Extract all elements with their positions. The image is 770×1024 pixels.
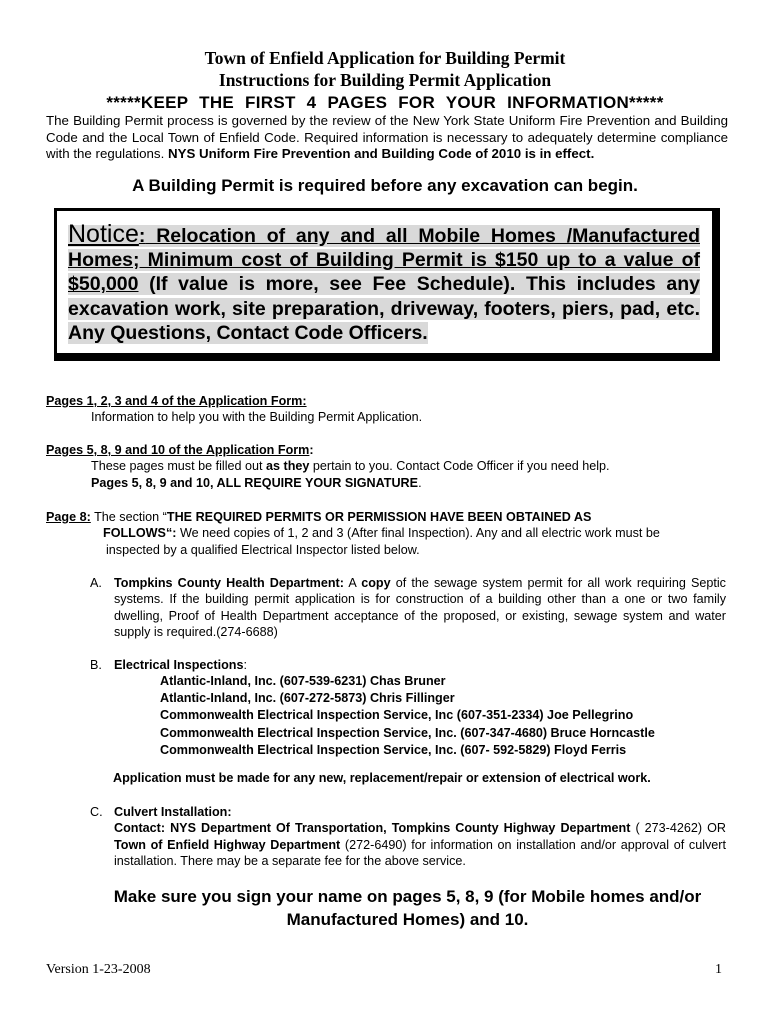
signature-period: .: [418, 475, 422, 490]
intro-text: The Building Permit process is governed by the review of the New York State Uniform Fire Prevention and Building Code and the Local Town of Enfield Code. Required information is necessary to adequately determine compliance with the regulations.: [46, 113, 728, 161]
section-c-enfield-highway: Town of Enfield Highway Department: [114, 837, 341, 852]
document-subtitle: Instructions for Building Permit Application: [218, 70, 552, 90]
page-8-bold-heading: THE REQUIRED PERMITS OR PERMISSION HAVE BEEN OBTAINED AS: [166, 510, 592, 524]
inspector-item: Commonwealth Electrical Inspection Service, Inc. (607- 592-5829) Floyd Ferris: [160, 742, 627, 757]
sign-reminder-line1: Make sure you sign your name on pages 5, 8, 9 (for Mobile homes and/or: [113, 887, 702, 906]
pages-5-10-heading: Pages 5, 8, 9 and 10 of the Application Form: [46, 443, 310, 457]
section-b: [90, 657, 726, 673]
permit-required-heading: A Building Permit is required before any excavation can begin.: [132, 176, 638, 195]
intro-code-notice: NYS Uniform Fire Prevention and Building Code of 2010 is in effect.: [167, 146, 595, 161]
pages-1-4-heading: Pages 1, 2, 3 and 4 of the Application Form:: [46, 394, 307, 408]
section-c-letter: C.: [90, 805, 103, 819]
inspector-item: Commonwealth Electrical Inspection Service, Inc. (607-347-4680) Bruce Horncastle: [160, 725, 655, 740]
intro-paragraph: [46, 113, 728, 163]
notice-colon: :: [138, 225, 146, 247]
inspector-item: Commonwealth Electrical Inspection Service, Inc (607-351-2334) Joe Pellegrino: [160, 708, 634, 723]
section-a-copy: copy: [361, 576, 391, 590]
section-a-text-b: of the sewage system permit for all work requiring Septic systems. If the building permit application is for construction of a building other than a one or two family dwelling, Proof of Health Department acceptance of the proposed, or existing, sewage system and water supply is required.(274-6688): [114, 576, 726, 639]
pages-5-10-text: [46, 458, 610, 474]
pages-5-10-text-b: pertain to you. Contact Code Officer if you need help.: [309, 459, 610, 474]
version-label: Version 1-23-2008: [46, 962, 151, 977]
pages-5-10-colon: :: [309, 443, 314, 457]
section-b-title: Electrical Inspections: [114, 658, 244, 672]
inspector-item: Atlantic-Inland, Inc. (607-539-6231) Chas Bruner: [160, 674, 446, 688]
section-b-colon: :: [243, 658, 247, 672]
notice-word: Notice: [68, 220, 139, 248]
inspector-item: Atlantic-Inland, Inc. (607-272-5873) Chris Fillinger: [160, 691, 455, 706]
signature-requirement: [46, 475, 610, 491]
page-number: 1: [715, 962, 722, 977]
sign-reminder-line2: Manufactured Homes) and 10.: [286, 909, 529, 929]
sign-reminder: [0, 886, 770, 931]
section-a-title: Tompkins County Health Department:: [114, 576, 344, 590]
section-c-text-b: (272-6490) for information on installation and/or approval of culvert installation. There may be a separate fee for the above service.: [114, 837, 726, 868]
page-8-label: Page 8:: [46, 510, 91, 524]
notice-text: [68, 222, 700, 345]
page-8-text-c: inspected by a qualified Electrical Inspector listed below.: [106, 542, 420, 557]
notice-rest-text: (If value is more, see Fee Schedule). This includes any excavation work, site preparation, driveway, footers, piers, pad, etc. Any Questions, Contact Code Officers.: [68, 273, 700, 344]
notice-underlined-text: Relocation of any and all Mobile Homes /Manufactured Homes; Minimum cost of Building Permit is $150 up to a value of $50,000: [68, 225, 700, 296]
inspector-list: [160, 673, 655, 759]
pages-1-4-section: [46, 393, 422, 426]
keep-pages-banner: *****KEEP THE FIRST 4 PAGES FOR YOUR INFORMATION*****: [106, 93, 664, 112]
section-c: [90, 804, 726, 869]
section-c-contact: Contact: NYS Department Of Transportation, Tompkins County Highway Department: [114, 821, 631, 836]
document-title: Town of Enfield Application for Building Permit: [204, 48, 566, 68]
section-c-text-a: ( 273-4262) OR: [630, 821, 726, 836]
pages-1-4-text: Information to help you with the Building Permit Application.: [91, 410, 423, 425]
pages-5-10-as-they: as they: [266, 459, 310, 474]
electrical-application-note: Application must be made for any new, replacement/repair or extension of electrical work.: [113, 771, 651, 785]
page-8-text-b: We need copies of 1, 2 and 3 (After final Inspection). Any and all electric work must be: [176, 526, 660, 541]
section-a: [90, 575, 726, 640]
page-8-intro: The section “: [90, 510, 167, 524]
section-c-title: Culvert Installation:: [114, 805, 232, 819]
section-a-text-a: A: [343, 576, 362, 590]
page-8-section: [46, 509, 736, 558]
pages-5-10-section: [46, 442, 610, 491]
page-8-follows: FOLLOWS“:: [103, 526, 177, 541]
pages-5-10-text-a: These pages must be filled out: [91, 459, 267, 474]
signature-requirement-text: Pages 5, 8, 9 and 10, ALL REQUIRE YOUR SIGNATURE: [91, 475, 419, 490]
section-b-letter: B.: [90, 658, 102, 672]
section-a-letter: A.: [90, 576, 102, 590]
